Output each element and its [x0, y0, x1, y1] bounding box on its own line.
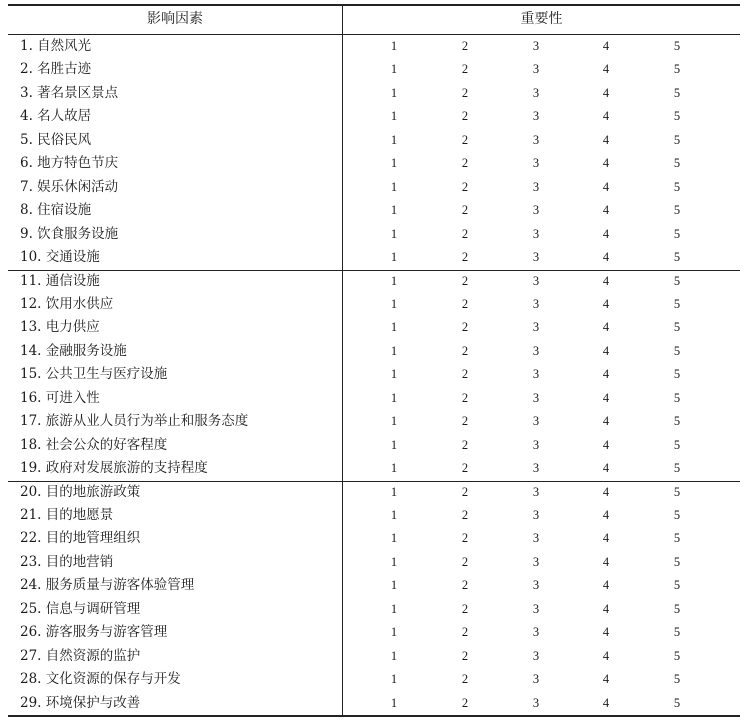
score-option-2: 2	[461, 695, 469, 710]
table-row	[8, 246, 740, 269]
score-option-4: 4	[602, 62, 610, 77]
factor-label: 6. 地方特色节庆	[20, 155, 119, 172]
score-option-2: 2	[461, 320, 469, 335]
score-option-2: 2	[461, 296, 469, 311]
score-option-3: 3	[532, 62, 540, 77]
score-option-3: 3	[532, 367, 540, 382]
score-option-3: 3	[532, 132, 540, 147]
score-option-5: 5	[673, 437, 681, 452]
score-option-5: 5	[673, 695, 681, 710]
score-option-5: 5	[673, 508, 681, 522]
score-option-5: 5	[673, 390, 681, 405]
score-option-1: 1	[390, 437, 398, 452]
score-option-1: 1	[390, 625, 398, 640]
score-option-4: 4	[602, 390, 610, 405]
table-row	[8, 574, 740, 597]
score-option-3: 3	[532, 296, 540, 311]
score-option-5: 5	[673, 132, 681, 147]
factor-label: 18. 社会公众的好客程度	[20, 436, 168, 453]
score-option-4: 4	[602, 343, 610, 358]
score-option-1: 1	[390, 508, 398, 522]
score-option-5: 5	[673, 62, 681, 77]
score-option-2: 2	[461, 625, 469, 640]
factor-label: 4. 名人故居	[20, 108, 92, 125]
table-row	[8, 35, 740, 58]
factor-label: 1. 自然风光	[20, 38, 92, 54]
score-option-4: 4	[602, 85, 610, 100]
score-option-2: 2	[461, 62, 469, 77]
factor-label: 12. 饮用水供应	[20, 295, 114, 312]
factor-label: 13. 电力供应	[20, 319, 100, 336]
score-option-4: 4	[602, 531, 610, 546]
score-option-5: 5	[673, 179, 681, 194]
score-option-4: 4	[602, 484, 610, 499]
score-option-3: 3	[532, 578, 540, 593]
score-option-4: 4	[602, 672, 610, 687]
factor-label: 17. 旅游从业人员行为举止和服务态度	[20, 413, 249, 430]
score-option-2: 2	[461, 273, 469, 288]
score-option-5: 5	[673, 672, 681, 687]
score-option-4: 4	[602, 601, 610, 616]
score-option-2: 2	[461, 226, 469, 241]
score-option-1: 1	[390, 414, 398, 429]
score-option-2: 2	[461, 437, 469, 452]
score-option-2: 2	[461, 250, 469, 265]
score-option-5: 5	[673, 296, 681, 311]
score-option-1: 1	[390, 367, 398, 382]
factor-label: 16. 可进入性	[20, 389, 100, 406]
score-option-3: 3	[532, 484, 540, 499]
score-option-3: 3	[532, 554, 540, 569]
score-option-3: 3	[532, 109, 540, 124]
factor-label: 21. 目的地愿景	[20, 507, 114, 523]
factor-label: 23. 目的地营销	[20, 553, 114, 570]
score-option-4: 4	[602, 109, 610, 124]
table-row	[8, 270, 740, 293]
score-option-2: 2	[461, 109, 469, 124]
score-option-2: 2	[461, 578, 469, 593]
score-option-2: 2	[461, 461, 469, 476]
score-option-2: 2	[461, 672, 469, 687]
score-option-3: 3	[532, 695, 540, 710]
score-option-1: 1	[390, 390, 398, 405]
score-option-5: 5	[673, 554, 681, 569]
score-option-2: 2	[461, 554, 469, 569]
table-row	[8, 621, 740, 644]
table-row	[8, 692, 740, 715]
score-option-2: 2	[461, 85, 469, 100]
score-option-1: 1	[390, 672, 398, 687]
score-option-4: 4	[602, 226, 610, 241]
score-option-1: 1	[390, 554, 398, 569]
score-option-5: 5	[673, 273, 681, 288]
factor-label: 2. 名胜古迹	[20, 61, 92, 78]
score-option-1: 1	[390, 250, 398, 265]
score-option-4: 4	[602, 156, 610, 171]
factor-label: 10. 交通设施	[20, 249, 100, 266]
factor-label: 7. 娱乐休闲活动	[20, 178, 119, 195]
score-option-2: 2	[461, 203, 469, 218]
score-option-5: 5	[673, 85, 681, 100]
factor-label: 20. 目的地旅游政策	[20, 483, 141, 500]
score-option-5: 5	[673, 578, 681, 593]
table-row	[8, 293, 740, 316]
score-option-3: 3	[532, 320, 540, 335]
score-option-4: 4	[602, 250, 610, 265]
score-option-1: 1	[390, 179, 398, 194]
score-option-3: 3	[532, 531, 540, 546]
score-option-4: 4	[602, 320, 610, 335]
score-option-1: 1	[390, 695, 398, 710]
score-option-1: 1	[390, 578, 398, 593]
score-option-2: 2	[461, 343, 469, 358]
table-row	[8, 645, 740, 668]
score-option-5: 5	[673, 484, 681, 499]
table-row	[8, 152, 740, 175]
score-option-4: 4	[602, 437, 610, 452]
factor-label: 9. 饮食服务设施	[20, 225, 119, 242]
score-option-1: 1	[390, 226, 398, 241]
score-option-3: 3	[532, 85, 540, 100]
table-row	[8, 668, 740, 691]
factor-label: 3. 著名景区景点	[20, 84, 119, 101]
score-option-5: 5	[673, 343, 681, 358]
table-row	[8, 176, 740, 199]
score-option-3: 3	[532, 414, 540, 429]
score-option-3: 3	[532, 343, 540, 358]
score-option-1: 1	[390, 109, 398, 124]
score-option-3: 3	[532, 437, 540, 452]
factor-label: 25. 信息与调研管理	[20, 600, 141, 617]
table-row	[8, 504, 740, 527]
table-row	[8, 105, 740, 128]
score-option-5: 5	[673, 203, 681, 218]
score-option-3: 3	[532, 203, 540, 218]
score-option-1: 1	[390, 156, 398, 171]
score-option-2: 2	[461, 531, 469, 546]
score-option-5: 5	[673, 39, 681, 53]
score-option-3: 3	[532, 39, 540, 53]
factor-label: 15. 公共卫生与医疗设施	[20, 366, 168, 383]
table-row	[8, 481, 740, 504]
score-option-4: 4	[602, 648, 610, 663]
factor-label: 8. 住宿设施	[20, 202, 92, 219]
score-option-4: 4	[602, 695, 610, 710]
score-option-1: 1	[390, 648, 398, 663]
factor-label: 28. 文化资源的保存与开发	[20, 671, 181, 688]
table-row	[8, 340, 740, 363]
score-option-1: 1	[390, 62, 398, 77]
score-option-4: 4	[602, 203, 610, 218]
table-row	[8, 410, 740, 433]
score-option-1: 1	[390, 484, 398, 499]
score-option-5: 5	[673, 367, 681, 382]
table-row	[8, 363, 740, 386]
score-option-4: 4	[602, 508, 610, 522]
score-option-5: 5	[673, 414, 681, 429]
factor-label: 29. 环境保护与改善	[20, 694, 141, 711]
table-row	[8, 199, 740, 222]
score-option-2: 2	[461, 390, 469, 405]
score-option-2: 2	[461, 648, 469, 663]
score-option-1: 1	[390, 39, 398, 53]
score-option-5: 5	[673, 461, 681, 476]
factor-label: 19. 政府对发展旅游的支持程度	[20, 460, 208, 477]
score-option-1: 1	[390, 273, 398, 288]
score-option-2: 2	[461, 39, 469, 53]
score-option-3: 3	[532, 508, 540, 522]
score-option-4: 4	[602, 625, 610, 640]
score-option-1: 1	[390, 320, 398, 335]
score-option-3: 3	[532, 461, 540, 476]
score-option-1: 1	[390, 296, 398, 311]
score-option-1: 1	[390, 132, 398, 147]
group-rule	[8, 270, 740, 271]
score-option-2: 2	[461, 508, 469, 522]
score-option-1: 1	[390, 85, 398, 100]
score-option-3: 3	[532, 672, 540, 687]
table-row	[8, 387, 740, 410]
score-option-2: 2	[461, 156, 469, 171]
factor-label: 27. 自然资源的监护	[20, 647, 141, 664]
factor-label: 11. 通信设施	[20, 272, 100, 289]
score-option-2: 2	[461, 179, 469, 194]
score-option-2: 2	[461, 484, 469, 499]
score-option-4: 4	[602, 578, 610, 593]
factor-label: 14. 金融服务设施	[20, 342, 127, 359]
score-option-3: 3	[532, 179, 540, 194]
score-option-3: 3	[532, 601, 540, 616]
score-option-4: 4	[602, 132, 610, 147]
header-factor: 影响因素	[147, 11, 203, 27]
score-option-2: 2	[461, 414, 469, 429]
bottom-rule	[8, 715, 740, 717]
table-row	[8, 223, 740, 246]
score-option-2: 2	[461, 132, 469, 147]
factor-label: 22. 目的地管理组织	[20, 530, 141, 547]
score-option-4: 4	[602, 554, 610, 569]
group-rule	[8, 481, 740, 482]
score-option-1: 1	[390, 343, 398, 358]
score-option-3: 3	[532, 390, 540, 405]
score-option-3: 3	[532, 250, 540, 265]
score-option-2: 2	[461, 367, 469, 382]
score-option-4: 4	[602, 367, 610, 382]
table-row	[8, 82, 740, 105]
score-option-1: 1	[390, 461, 398, 476]
table-row	[8, 434, 740, 457]
score-option-4: 4	[602, 296, 610, 311]
score-option-5: 5	[673, 250, 681, 265]
factor-label: 26. 游客服务与游客管理	[20, 624, 168, 641]
score-option-5: 5	[673, 320, 681, 335]
score-option-5: 5	[673, 625, 681, 640]
score-option-1: 1	[390, 203, 398, 218]
table-row	[8, 457, 740, 480]
table-row	[8, 58, 740, 81]
score-option-1: 1	[390, 531, 398, 546]
score-option-5: 5	[673, 109, 681, 124]
score-option-4: 4	[602, 179, 610, 194]
score-option-3: 3	[532, 156, 540, 171]
table-row	[8, 598, 740, 621]
score-option-5: 5	[673, 531, 681, 546]
score-option-3: 3	[532, 625, 540, 640]
score-option-1: 1	[390, 601, 398, 616]
header-importance: 重要性	[520, 11, 563, 27]
score-option-5: 5	[673, 648, 681, 663]
score-option-3: 3	[532, 648, 540, 663]
score-option-4: 4	[602, 273, 610, 288]
factor-label: 5. 民俗民风	[20, 131, 92, 148]
table-row	[8, 129, 740, 152]
table-row	[8, 551, 740, 574]
score-option-3: 3	[532, 273, 540, 288]
score-option-3: 3	[532, 226, 540, 241]
score-option-2: 2	[461, 601, 469, 616]
score-option-5: 5	[673, 156, 681, 171]
score-option-4: 4	[602, 39, 610, 53]
score-option-5: 5	[673, 601, 681, 616]
table-row	[8, 316, 740, 339]
score-option-5: 5	[673, 226, 681, 241]
score-option-4: 4	[602, 414, 610, 429]
score-option-4: 4	[602, 461, 610, 476]
table-row	[8, 527, 740, 550]
factor-label: 24. 服务质量与游客体验管理	[20, 577, 195, 594]
